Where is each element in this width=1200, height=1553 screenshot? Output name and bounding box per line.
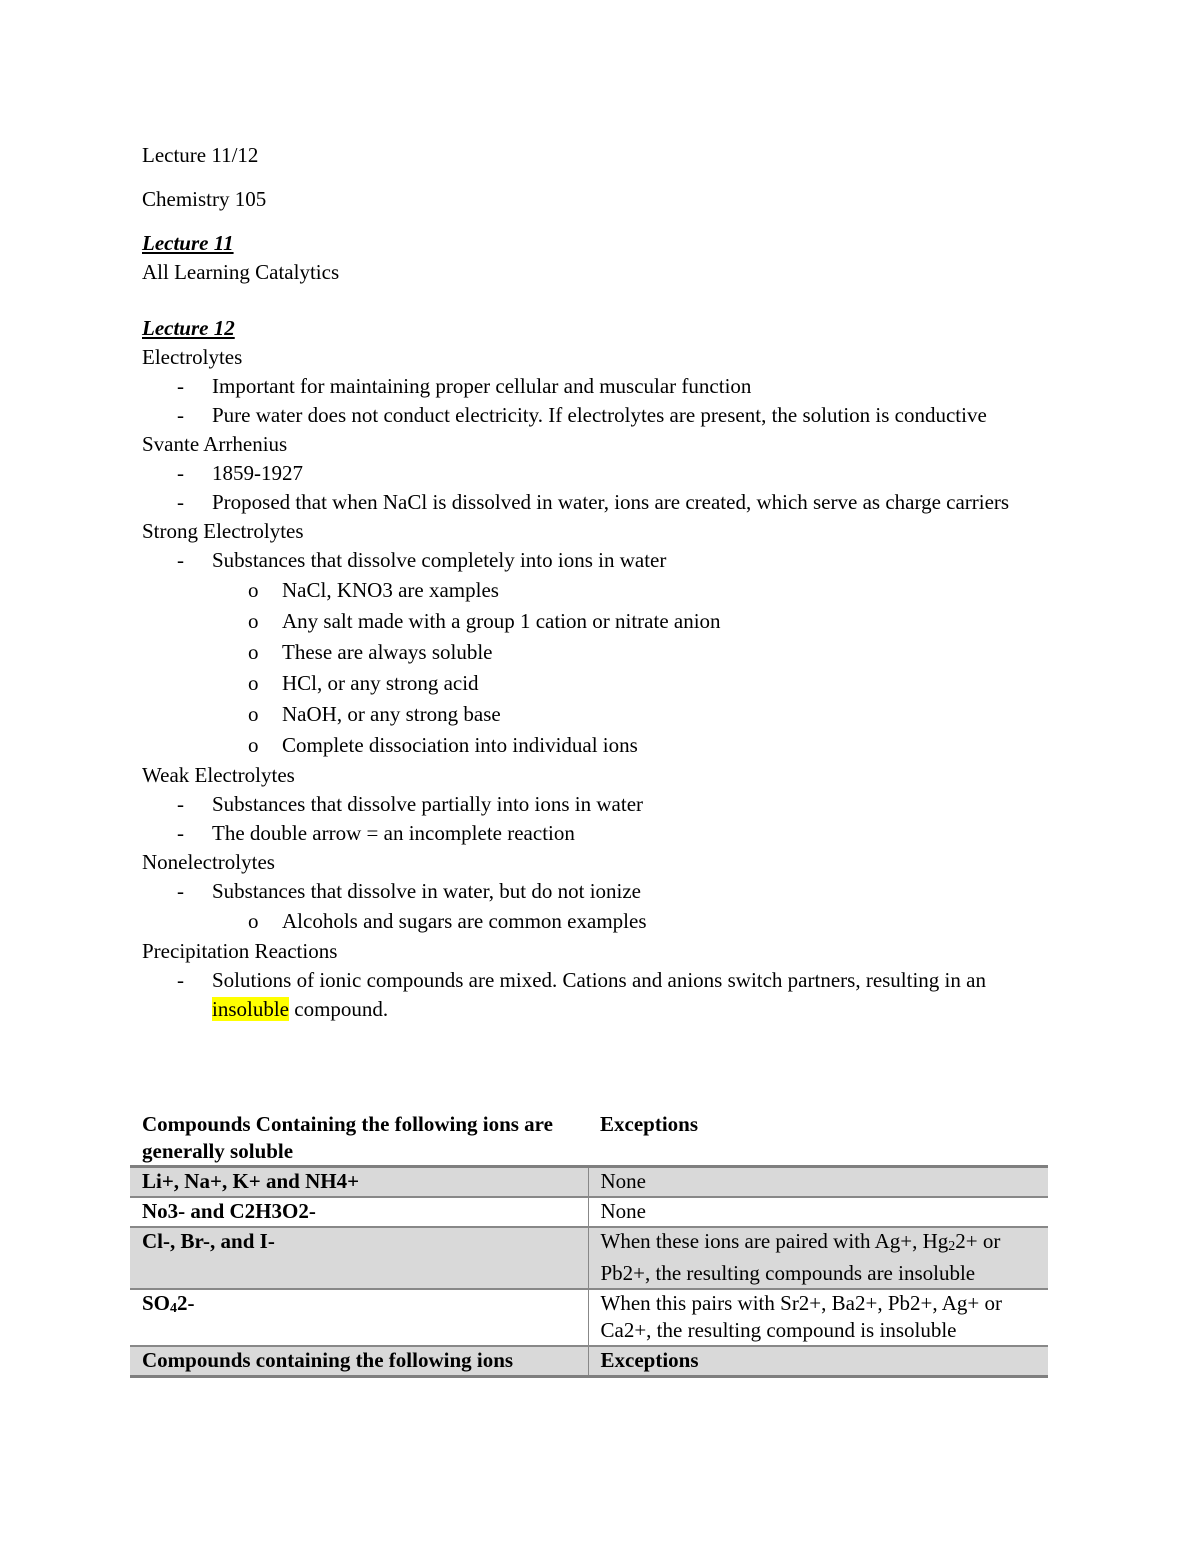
electrolytes-list	[142, 372, 1052, 430]
circle-bullet: o	[248, 671, 259, 695]
sublist-item: o NaOH, or any strong base	[142, 699, 1052, 730]
dash-bullet: -	[177, 490, 184, 514]
sublist-item: o Alcohols and sugars are common examples	[142, 906, 1052, 937]
circle-bullet: o	[248, 733, 259, 757]
section-title-strong-electrolytes: Strong Electrolytes	[142, 519, 304, 543]
list-item: - Substances that dissolve completely into ions in water	[142, 546, 1052, 575]
table-header-row	[130, 1111, 1048, 1167]
sublist-item: o Any salt made with a group 1 cation or nitrate anion	[142, 606, 1052, 637]
strong-electrolytes-sublist	[142, 575, 1052, 761]
dash-bullet: -	[177, 461, 184, 485]
table-cell-ions: No3- and C2H3O2-	[130, 1197, 588, 1227]
table-cell-exceptions: Exceptions	[588, 1346, 1048, 1377]
list-item: - Substances that dissolve partially into ions in water	[142, 790, 1052, 819]
lecture-11-heading: Lecture 11	[142, 231, 234, 255]
section-title-precipitation: Precipitation Reactions	[142, 939, 338, 963]
lecture-header: Lecture 11/12	[142, 143, 259, 167]
course-title: Chemistry 105	[142, 187, 267, 211]
circle-bullet: o	[248, 909, 259, 933]
nonelectrolytes-list	[142, 877, 1052, 906]
table-cell-ions: Cl-, Br-, and I-	[130, 1227, 588, 1289]
table-cell-ions: Compounds containing the following ions	[130, 1346, 588, 1377]
section-title-electrolytes: Electrolytes	[142, 345, 243, 369]
circle-bullet: o	[248, 702, 259, 726]
highlighted-word: insoluble	[212, 997, 289, 1021]
sublist-item: o NaCl, KNO3 are xamples	[142, 575, 1052, 606]
list-item: - Pure water does not conduct electricity. If electrolytes are present, the solution is conductive	[142, 401, 1052, 430]
dash-bullet: -	[177, 374, 184, 398]
table-cell-exceptions: When this pairs with Sr2+, Ba2+, Pb2+, Ag+ or Ca2+, the resulting compound is insoluble	[588, 1289, 1048, 1346]
list-item: - The double arrow = an incomplete reaction	[142, 819, 1052, 848]
circle-bullet: o	[248, 609, 259, 633]
list-item: - Solutions of ionic compounds are mixed. Cations and anions switch partners, resulting in an insoluble compound.	[177, 968, 986, 1021]
dash-bullet: -	[177, 879, 184, 903]
list-item: - Substances that dissolve in water, but do not ionize	[142, 877, 1052, 906]
table-cell-exceptions: None	[588, 1197, 1048, 1227]
strong-electrolytes-list	[142, 546, 1052, 575]
dash-bullet: -	[177, 548, 184, 572]
section-title-weak-electrolytes: Weak Electrolytes	[142, 763, 295, 787]
document-page	[142, 141, 1052, 1024]
section-title-arrhenius: Svante Arrhenius	[142, 432, 288, 456]
lecture-11-body: All Learning Catalytics	[142, 260, 340, 284]
subscript: 4	[170, 1301, 178, 1316]
lecture-12-heading: Lecture 12	[142, 316, 235, 340]
weak-electrolytes-list	[142, 790, 1052, 848]
table-row	[130, 1167, 1048, 1198]
list-item: - Proposed that when NaCl is dissolved in water, ions are created, which serve as charge carriers	[142, 488, 1052, 517]
table-cell-ions: SO42-	[130, 1289, 588, 1346]
sublist-item: o Complete dissociation into individual ions	[142, 730, 1052, 761]
sublist-item: o These are always soluble	[142, 637, 1052, 668]
table-row	[130, 1197, 1048, 1227]
table-cell-exceptions: None	[588, 1167, 1048, 1198]
table-cell-exceptions: When these ions are paired with Ag+, Hg22+ or Pb2+, the resulting compounds are insoluble	[588, 1227, 1048, 1289]
solubility-table	[130, 1111, 1048, 1378]
table-row	[130, 1346, 1048, 1377]
arrhenius-list	[142, 459, 1052, 517]
section-title-nonelectrolytes: Nonelectrolytes	[142, 850, 275, 874]
sublist-item: o HCl, or any strong acid	[142, 668, 1052, 699]
table-row	[130, 1289, 1048, 1346]
dash-bullet: -	[177, 968, 184, 992]
circle-bullet: o	[248, 640, 259, 664]
table-cell-ions: Li+, Na+, K+ and NH4+	[130, 1167, 588, 1198]
table-row	[130, 1227, 1048, 1289]
list-item: - Important for maintaining proper cellular and muscular function	[142, 372, 1052, 401]
dash-bullet: -	[177, 792, 184, 816]
dash-bullet: -	[177, 403, 184, 427]
circle-bullet: o	[248, 578, 259, 602]
precipitation-list	[142, 966, 1052, 1024]
table-header-exceptions: Exceptions	[600, 1112, 699, 1136]
table-header-ions: Compounds Containing the following ions are generally soluble	[142, 1112, 553, 1163]
list-item: - 1859-1927	[142, 459, 1052, 488]
subscript: 2	[948, 1239, 956, 1254]
nonelectrolytes-sublist	[142, 906, 1052, 937]
dash-bullet: -	[177, 821, 184, 845]
